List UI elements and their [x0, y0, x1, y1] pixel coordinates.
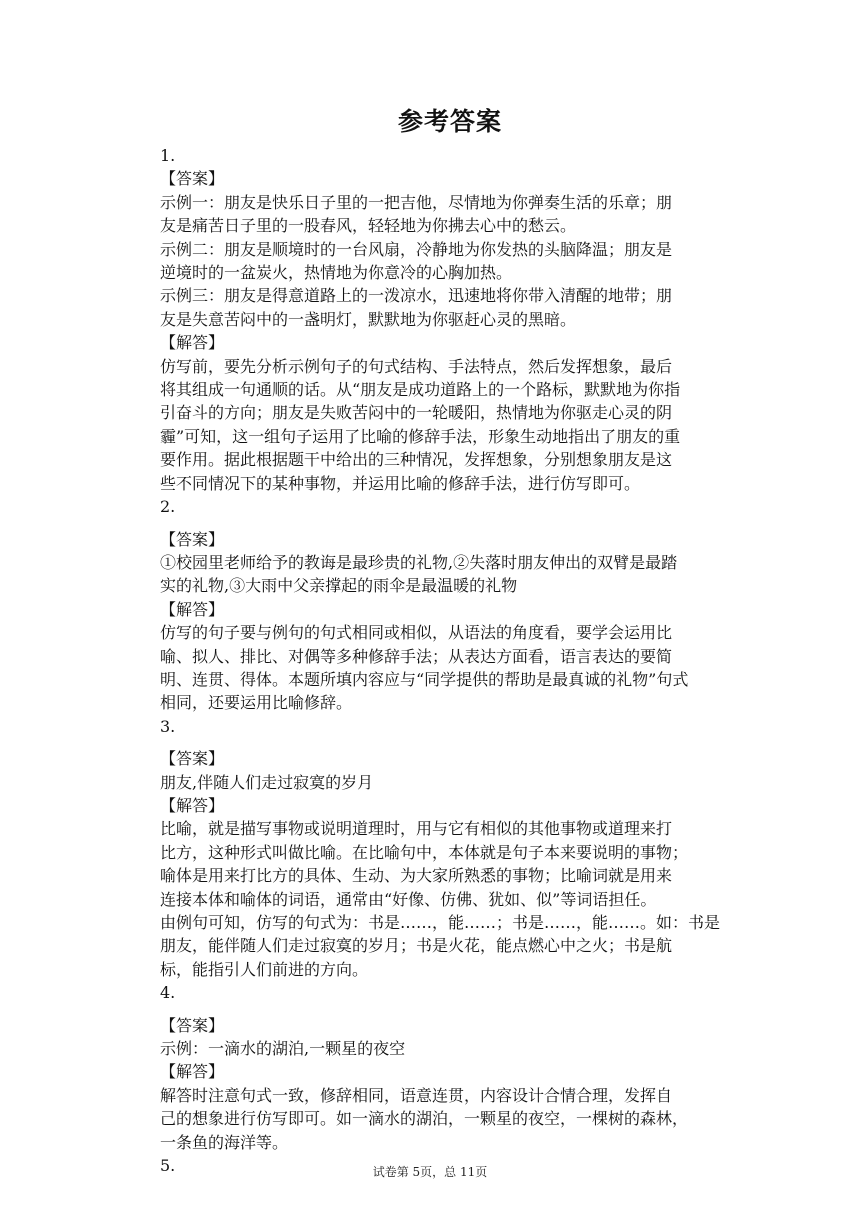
- analysis-line: 喻体是用来打比方的具体、生动、为大家所熟悉的事物；比喻词就是用来: [160, 866, 673, 886]
- analysis-line: 比方，这种形式叫做比喻。在比喻句中，本体就是句子本来要说明的事物；: [160, 842, 689, 862]
- answer-label: 【答案】: [160, 529, 225, 549]
- analysis-line: 解答时注意句式一致，修辞相同，语意连贯，内容设计合情合理，发挥自: [160, 1085, 673, 1105]
- answer-line: 友是痛苦日子里的一股春风，轻轻地为你拂去心中的愁云。: [160, 216, 577, 236]
- analysis-label: 【解答】: [160, 599, 225, 619]
- analysis-label: 【解答】: [160, 333, 225, 353]
- page-title: 参考答案: [397, 107, 502, 136]
- question-number: 3.: [160, 716, 176, 736]
- question-number: 2.: [160, 497, 176, 517]
- analysis-line: 明、连贯、得体。本题所填内容应与“同学提供的帮助是最真诚的礼物”句式: [160, 669, 689, 689]
- analysis-line: 要作用。据此根据题干中给出的三种情况，发挥想象，分别想象朋友是这: [160, 450, 673, 470]
- answer-label: 【答案】: [160, 749, 225, 769]
- question-number: 4.: [160, 983, 176, 1003]
- answer-label: 【答案】: [160, 169, 225, 189]
- analysis-line: 由例句可知，仿写的句式为：书是……，能……；书是……，能……。如：书是: [160, 913, 721, 932]
- analysis-label: 【解答】: [160, 795, 225, 815]
- analysis-line: 些不同情况下的某种事物，并运用比喻的修辞手法，进行仿写即可。: [160, 473, 641, 493]
- analysis-line: 标，能指引人们前进的方向。: [160, 959, 369, 979]
- answer-line: 示例二：朋友是顺境时的一台风扇，冷静地为你发热的头脑降温；朋友是: [160, 239, 673, 259]
- answer-body: [160, 144, 740, 1177]
- answer-line: 朋友,伴随人们走过寂寞的岁月: [160, 772, 374, 792]
- answer-line: 逆境时的一盆炭火，热情地为你意冷的心胸加热。: [160, 263, 513, 283]
- analysis-line: 将其组成一句通顺的话。从“朋友是成功道路上的一个路标，默默地为你指: [160, 380, 681, 400]
- analysis-line: 引奋斗的方向；朋友是失败苦闷中的一轮暖阳，热情地为你驱走心灵的阴: [160, 403, 673, 423]
- question-number: 5.: [160, 1156, 176, 1176]
- analysis-label: 【解答】: [160, 1062, 225, 1082]
- question-number: 1.: [160, 146, 176, 165]
- answer-line: 示例三：朋友是得意道路上的一泼凉水，迅速地将你带入清醒的地带；朋: [160, 286, 673, 306]
- answer-line: 示例：一滴水的湖泊,一颗星的夜空: [160, 1039, 406, 1059]
- analysis-line: 仿写的句子要与例句的句式相同或相似，从语法的角度看，要学会运用比: [160, 623, 673, 643]
- answer-line: 实的礼物,③大雨中父亲撑起的雨伞是最温暖的礼物: [160, 576, 518, 596]
- analysis-line: 喻、拟人、排比、对偶等多种修辞手法；从表达方面看，语言表达的要简: [160, 646, 673, 666]
- analysis-line: 一条鱼的海洋等。: [160, 1132, 289, 1152]
- analysis-line: 仿写前，要先分析示例句子的句式结构、手法特点，然后发挥想象，最后: [160, 356, 673, 376]
- page-footer: 试卷第 5页，总 11页: [372, 1165, 488, 1179]
- answer-line: ①校园里老师给予的教诲是最珍贵的礼物,②失落时朋友伸出的双臂是最踏: [160, 552, 678, 572]
- analysis-line: 连接本体和喻体的词语，通常由“好像、仿佛、犹如、似”等词语担任。: [160, 889, 657, 909]
- analysis-line: 己的想象进行仿写即可。如一滴水的湖泊，一颗星的夜空，一棵树的森林，: [160, 1109, 689, 1129]
- answer-line: 示例一：朋友是快乐日子里的一把吉他，尽情地为你弹奏生活的乐章；朋: [160, 192, 673, 212]
- answer-line: 友是失意苦闷中的一盏明灯，默默地为你驱赶心灵的黑暗。: [160, 309, 577, 329]
- analysis-line: 相同，还要运用比喻修辞。: [160, 693, 353, 713]
- analysis-line: 霾”可知，这一组句子运用了比喻的修辞手法，形象生动地指出了朋友的重: [160, 426, 681, 446]
- analysis-line: 朋友，能伴随人们走过寂寞的岁月；书是火花，能点燃心中之火；书是航: [160, 936, 673, 956]
- analysis-line: 比喻，就是描写事物或说明道理时，用与它有相似的其他事物或道理来打: [160, 819, 673, 839]
- answer-label: 【答案】: [160, 1015, 225, 1035]
